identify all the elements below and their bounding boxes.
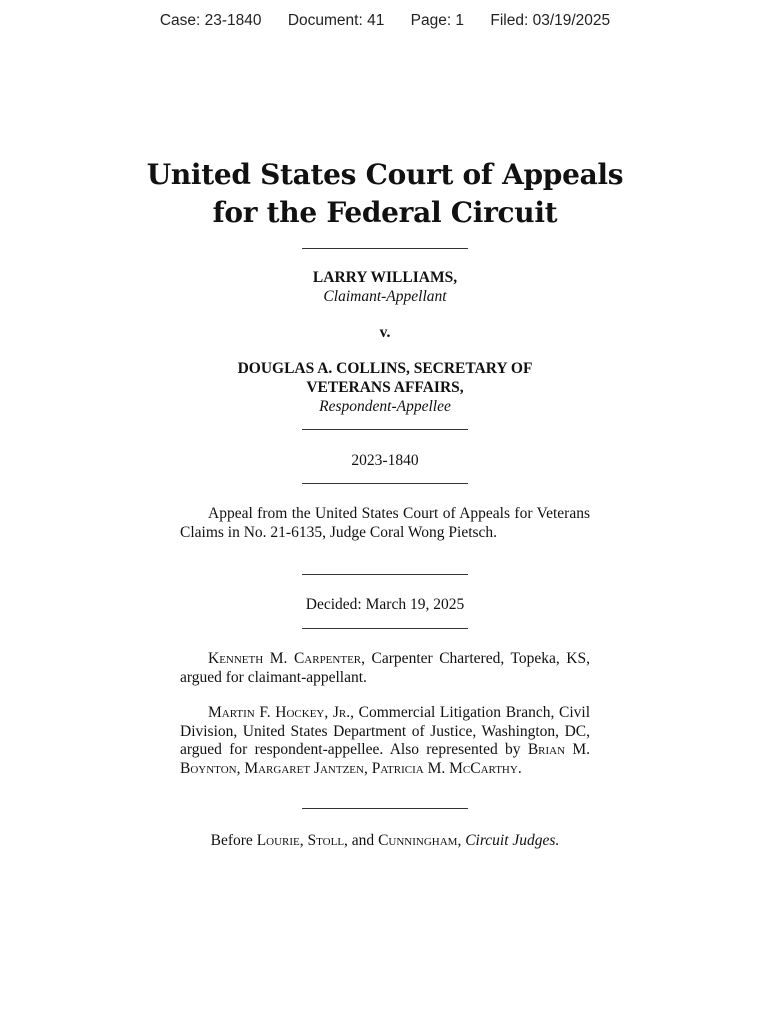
separator: . [517,759,522,777]
decided-date: Decided: March 19, 2025 [305,596,465,613]
divider [302,808,468,809]
appellant-role: Claimant-Appellant [323,288,447,305]
separator: , and [344,832,379,849]
divider [302,574,468,575]
counsel-details: , Carpenter Chartered, Topeka, KS, argued for claimant-appellant. [180,650,590,686]
separator: , [363,759,372,777]
appellee-counsel [180,704,590,778]
judge-name: Cunningham [378,832,458,849]
separator: , [457,832,466,849]
filed-date: Filed: 03/19/2025 [490,12,611,29]
counsel-details: , Commercial Litigation Branch, Civil Division, United States Department of Justice, Washington, DC, argued for respondent-appellee. Also represented by [180,704,590,758]
court-title-line1: United States Court of Appeals [146,158,624,191]
divider [302,248,468,249]
appellant-name: LARRY WILLIAMS, [312,269,458,286]
separator: , [299,832,308,849]
versus: v. [379,324,391,341]
panel-line [0,831,770,850]
counsel-name: Margaret Jantzen [244,759,364,777]
document-number: Document: 41 [287,12,385,29]
counsel-name: Patricia M. McCarthy [371,759,518,777]
judges-title: Circuit Judges. [465,832,560,849]
filing-stamp-header [0,12,770,30]
court-title-line2: for the Federal Circuit [212,196,558,229]
appellee-role: Respondent-Appellee [319,398,451,415]
appeal-description: Appeal from the United States Court of Appeals for Veterans Claims in No. 21-6135, Judge Coral Wong Pietsch. [180,505,590,541]
page-number: Page: 1 [410,12,465,29]
appellee-name-line1: DOUGLAS A. COLLINS, SECRETARY OF [237,360,533,377]
appellant-counsel [180,650,590,687]
case-number: Case: 23-1840 [159,12,262,29]
judge-name: Lourie [256,832,300,849]
divider [302,483,468,484]
judge-name: Stoll [307,832,345,849]
counsel-name: Martin F. Hockey, Jr. [208,704,351,721]
divider [302,429,468,430]
court-title [0,156,770,232]
separator: , [236,759,245,777]
appellee-name-line2: VETERANS AFFAIRS, [306,379,464,396]
docket-number: 2023-1840 [351,452,419,469]
divider [302,628,468,629]
panel-before: Before [210,832,257,849]
counsel-name: Brian M. Boynton [180,741,590,777]
counsel-name: Kenneth M. Carpenter [208,650,362,667]
